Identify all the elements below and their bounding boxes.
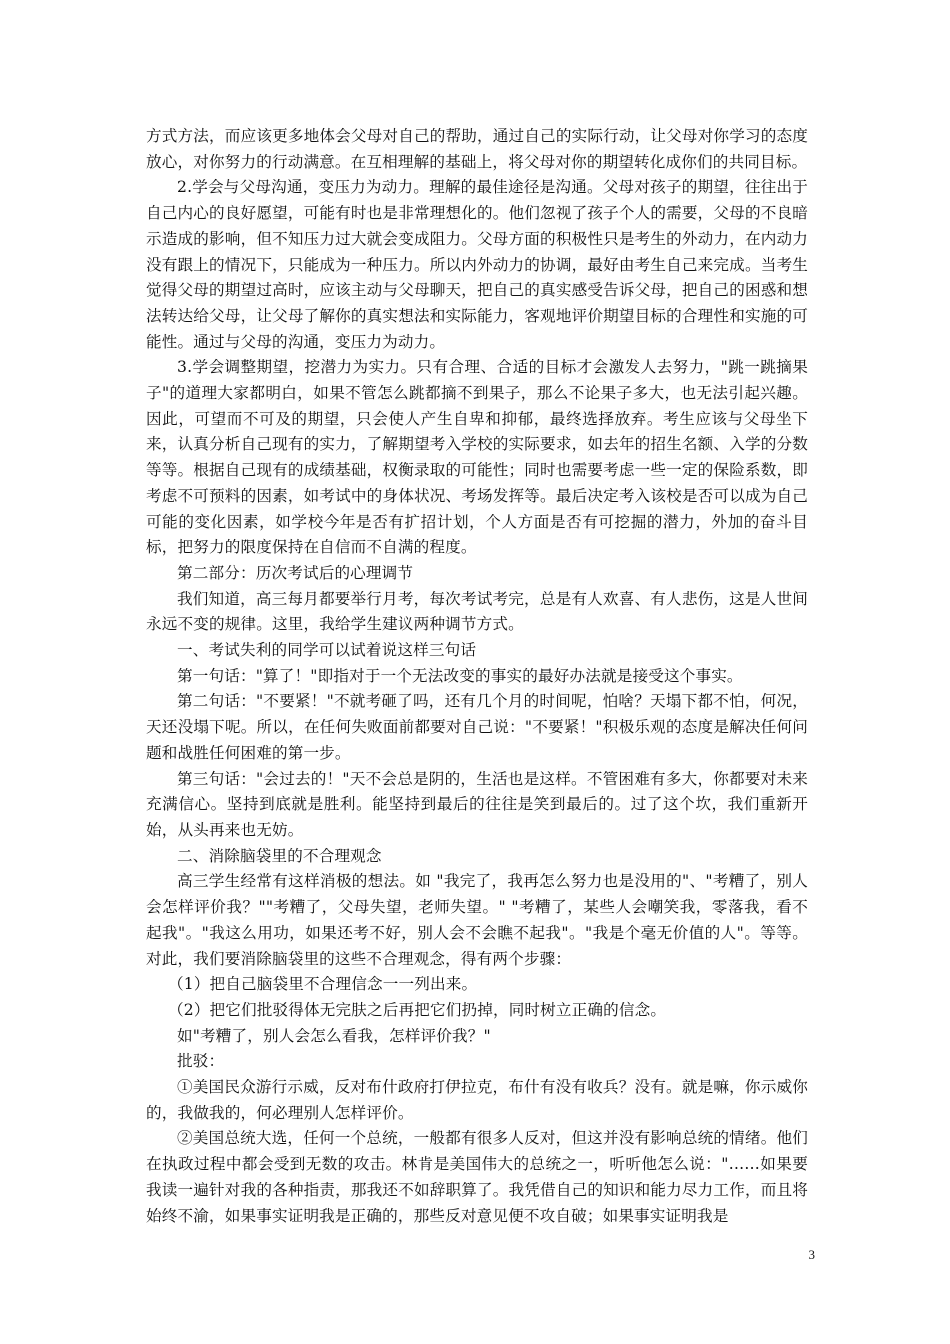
label-rebuttal: 批驳： (177, 1052, 225, 1071)
paragraph-monthly-exams: 我们知道，高三每月都要举行月考，每次考试考完，总是有人欢喜、有人悲伤，这是人世间永远不变的规律。这里，我给学生建议两种调节方式。 (146, 589, 808, 634)
paragraph-rebuttal-one: ①美国民众游行示威，反对布什政府打伊拉克，布什有没有收兵？没有。就是嘛，你示威你的，我做我的，何必理别人怎样评价。 (146, 1078, 808, 1122)
subheading-three-sentences: 一、考试失利的同学可以试着说这样三句话 (177, 641, 477, 660)
page-number: 3 (808, 1247, 815, 1262)
paragraph-second-sentence: 第二句话："不要紧！"不就考砸了吗，还有几个月的时间呢，怕啥？天塌下都不怕，何况，天还没塌下呢。所以，在任何失败面前都要对自己说："不要紧！"积极乐观的态度是解决任何问题和战胜任何困难的第一步。 (146, 692, 808, 762)
step-one-item: （1）把自己脑袋里不合理信念一一列出来。 (168, 975, 478, 994)
paragraph-negative-thoughts: 高三学生经常有这样消极的想法。如 "我完了，我再怎么努力也是没用的"、"考糟了，别人会怎样评价我？""考糟了，父母失望，老师失望。" "考糟了，某些人会嘲笑我，零落我，看不起我"。"我这么用功，如果还考不好，别人会不会瞧不起我"。"我是个毫无价值的人"。等等。对此，我们要消除脑袋里的这些不合理观念，得有两个步骤： (146, 872, 808, 968)
paragraph-rebuttal-two: ②美国总统大选，任何一个总统，一般都有很多人反对，但这并没有影响总统的情绪。他们在执政过程中都会受到无数的攻击。林肯是美国伟大的总统之一，听听他怎么说："……如果要我读一遍针对我的各种指责，那我还不如辞职算了。我凭借自己的知识和能力尽力工作，而且将始终不渝，如果事实证明我是正确的，那些反对意见便不攻自破；如果事实证明我是 (146, 1129, 808, 1225)
paragraph-communicate-with-parents: 2.学会与父母沟通，变压力为动力。理解的最佳途径是沟通。父母对孩子的期望，往往出于自己内心的良好愿望，可能有时也是非常理想化的。他们忽视了孩子个人的需要，父母的不良暗示造成的影响，但不知压力过大就会变成阻力。父母方面的积极性只是考生的外动力，在内动力没有跟上的情况下，只能成为一种压力。所以内外动力的协调，最好由考生自己来完成。当考生觉得父母的期望过高时，应该主动与父母聊天，把自己的真实感受告诉父母，把自己的困惑和想法转达给父母，让父母了解你的真实想法和实际能力，客观地评价期望目标的合理性和实施的可能性。通过与父母的沟通，变压力为动力。 (146, 178, 808, 351)
step-two-item: （2）把它们批驳得体无完肤之后再把它们扔掉，同时树立正确的信念。 (168, 1000, 667, 1019)
section-heading-part-two: 第二部分：历次考试后的心理调节 (177, 563, 414, 582)
paragraph-third-sentence: 第三句话："会过去的！"天不会总是阴的，生活也是这样。不管困难有多大，你都要对未来充满信心。坚持到底就是胜利。能坚持到最后的往往是笑到最后的。过了这个坎，我们重新开始，从头再来也无妨。 (146, 769, 808, 839)
document-body (146, 124, 808, 1229)
paragraph-first-sentence: 第一句话："算了！"即指对于一个无法改变的事实的最好办法就是接受这个事实。 (177, 666, 743, 685)
paragraph-example-question: 如"考糟了，别人会怎么看我，怎样评价我？" (177, 1026, 491, 1045)
paragraph-adjust-expectations: 3.学会调整期望，挖潜力为实力。只有合理、合适的目标才会激发人去努力，"跳一跳摘果子"的道理大家都明白，如果不管怎么跳都摘不到果子，那么不论果子多大，也无法引起兴趣。因此，可望而不可及的期望，只会使人产生自卑和抑郁，最终选择放弃。考生应该与父母坐下来，认真分析自己现有的实力，了解期望考入学校的实际要求，如去年的招生名额、入学的分数等等。根据自己现有的成绩基础，权衡录取的可能性；同时也需要考虑一些一定的保险系数，即考虑不可预料的因素，如考试中的身体状况、考场发挥等。最后决定考入该校是否可以成为自己可能的变化因素，如学校今年是否有扩招计划，个人方面是否有可挖掘的潜力，外加的奋斗目标，把努力的限度保持在自信而不自满的程度。 (146, 358, 808, 557)
paragraph-intro-continuation: 方式方法，而应该更多地体会父母对自己的帮助，通过自己的实际行动，让父母对你学习的态度放心，对你努力的行动满意。在互相理解的基础上，将父母对你的期望转化成你们的共同目标。 (146, 127, 808, 171)
subheading-irrational-beliefs: 二、消除脑袋里的不合理观念 (177, 846, 382, 865)
